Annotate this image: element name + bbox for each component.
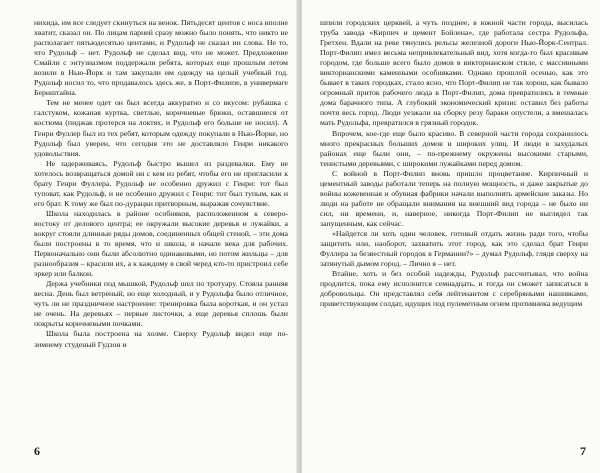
right-page-text — [320, 18, 588, 309]
paragraph: Втайне, хоть и без особой надежды, Рудольф рассчитывал, что война продлится, пока ему исполнится семнадцать, и тогда он сможет записаться в добровольцы. Он представлял себя лейтенантом с серебряными нашивками, приветствующим солдат, идущих под пулеметным огнем противника ведущим — [320, 269, 588, 309]
paragraph: С войной в Порт-Филип вновь пришло процветание. Кирпичный и цементный заводы работали теперь на полную мощность, и даже закрытые до войны кожевенная и обувная фабрики начали выполнять армейские заказы. Но люди на работе не обращали внимания на внешний вид города – не было ни сил, ни времени, и, наверное, никогда Порт-Филип не выглядел так запущенным, как сейчас. — [320, 168, 588, 228]
paragraph: «Найдется ли хоть один человек, готовый отдать жизнь ради того, чтобы защитить или, наоборот, захватить этот город, как это сделал брат Генри Фуллера за безвестный городок в Германии?» – думал Рудольф, глядя сверху на затянутый дымом город. – Лично я – нет. — [320, 228, 588, 269]
right-page — [302, 0, 600, 473]
paragraph: Школа находилась в районе особняков, расположенном к северо-востоку от делового центра; ее окружали высокие деревья и лужайки, а вокруг стояли длинные ряды домов, соединенных общей стеной, – эти дома были построены в то время, что и школа, в начале века для рабочих. Первоначально они были абсолютно одинаковыми, но потом жильцы – для разнообразия – красили их, а к каждому в свой черед кто-то пристроил себе эркер или балкон. — [34, 208, 288, 279]
paragraph: Держа учебники под мышкой, Рудольф шел по тротуару. Стояла ранняя весна. День был ветреный, но еще холодный, и у Рудольфа было отличное, чуть ли не праздничное настроение: тренировка была короткая, и он устал не очень. На деревьях – первые листочки, а еще деревья сплошь были покрыты коричневыми почками. — [34, 279, 288, 329]
paragraph: Не задерживаясь, Рудольф быстро вышел из раздевалки. Ему не хотелось возвращаться домой ни с кем из ребят, чтобы его не пригласили к брату Генри Фуллера. Рудольф не особенно дружил с Генри: тот был туповат, как Рудольф, и не особенно дружил с Генри: тот был тупым, как и его брат. К тому же был по-дурацки притворным, выражая сочувствие. — [34, 158, 288, 208]
page-number: 6 — [34, 444, 40, 458]
paragraph: Тем не менее одет он был всегда аккуратно и со вкусом: рубашка с галстуком, кожаная куртка, светлые, коричневые брюки, оставшиеся от костюма (пиджак протерся на локтях, и Рудольф его больше не носил). А Генри Фуллер был из тех ребят, которым одежду покупали в Нью-Йорке, но Рудольф был уверен, что сегодня это не доставляло Генри никакого удовольствия. — [34, 98, 288, 158]
page-number: 7 — [580, 444, 586, 458]
paragraph: шпили городских церквей, а чуть позднее, в южной части города, высилась труба завода «Кирпич и цемент Бойленa», где работала сестра Рудольфа, Гретхен. Вдали на реке тянулись рельсы железной дороги Нью-Йорк-Сентрал. Порт-Филип имел весьма непривлекательный вид, хотя когда-то был красивым городом, где больше всего было домов в викторианском стиле, с массивными викторианскими каменными особняками. Однако прошлой осенью, как это бывает в таких городках, стало ясно, что Порт-Филип не так хорош, как бывало огромный приток рабочего люда в Порт-Филип, дома превратились в темные дома барачного типа. А глубокий экономический кризис оставил без работы почти весь город. Люди уезжали на сборку резу бараки опустели, а вмешалась мать Рудольфа, превратился в грязный городок. — [320, 18, 588, 128]
paragraph: нихида, им все следует скинуться на венок. Пятьдесят центов с носа вполне хватит, сказал он. По лицам парней сразу можно было понять, что никто не располагает пятьюдесятью центами, и Рудольф не сказал ни слова. Не то, что Рудольф – нет. Рудольф не сделал вид, что не может. Предложение Смайли с энтузиазмом поддержали ребята, которых еще прошлым летом возили в Нью-Йорк и там закупали им одежду на целый учебный год. Рудольф носил то, что продавалось здесь же, в Порт-Филипе, в универмаге Бернштайна. — [34, 18, 288, 98]
paragraph: Впрочем, кое-где еще было красиво. В северной части города сохранилось много прекрасных больших домов и широких улиц. И люди в захудалых районах еще были они, – по-прежнему окружены высокими старыми, тенистыми деревьями, с широкими лужайками перед домом. — [320, 128, 588, 168]
left-page-text — [34, 18, 288, 350]
left-page — [0, 0, 298, 473]
paragraph: Школа была построена на холме. Сверху Рудольф видел еще по-зимнему студеный Гудзон и — [34, 329, 288, 349]
